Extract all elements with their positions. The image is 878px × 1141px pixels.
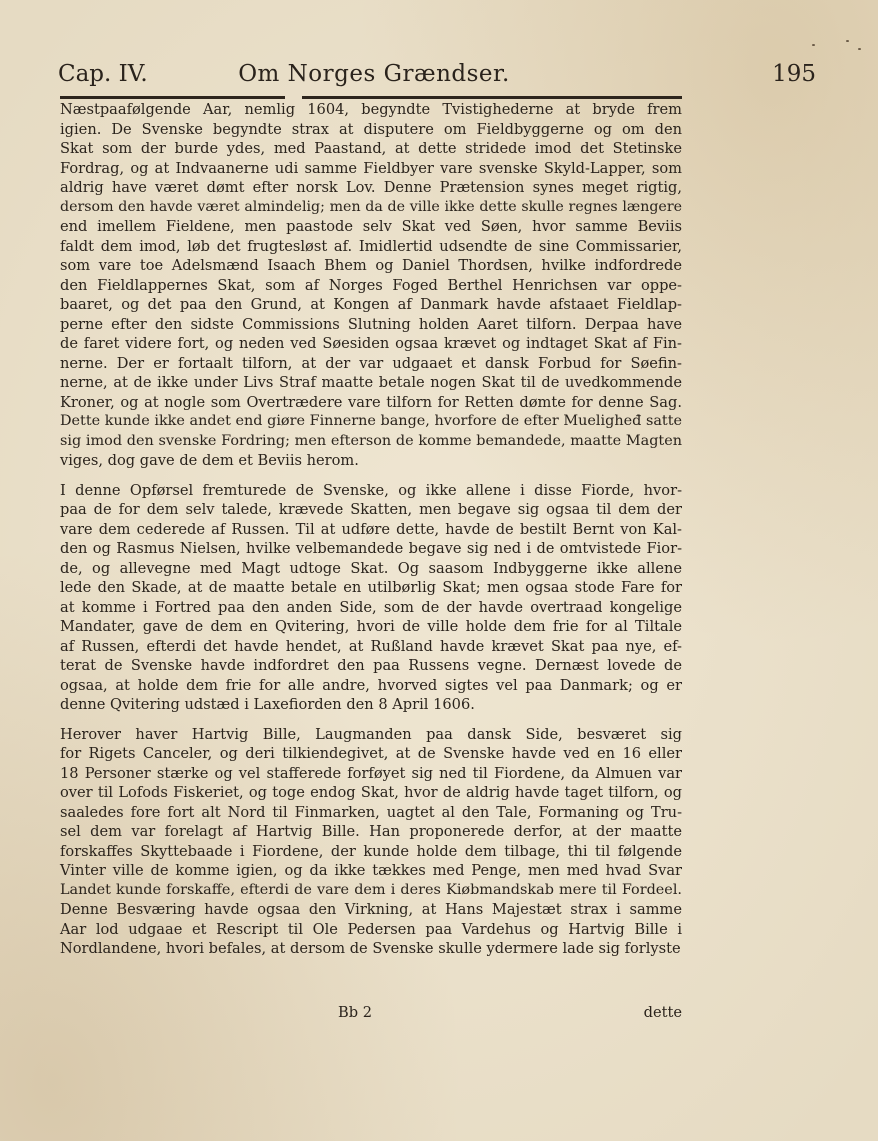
text-line: Vinter ville de komme igien, og da ikke tækkes med Penge, men med hvad Svar [60, 862, 682, 879]
paper-speck [812, 44, 815, 46]
paper-speck [846, 40, 849, 42]
text-line: Herover haver Hartvig Bille, Laugmanden paa dansk Side, besværet sig [60, 725, 682, 743]
catchword: dette [643, 1004, 682, 1021]
text-line: saaledes fore fort alt Nord til Finmarken, uagtet al den Tale, Formaning og Tru- [60, 803, 682, 821]
page-body [60, 100, 682, 959]
text-line: igien. De Svenske begyndte strax at disputere om Fieldbyggerne og om den [60, 120, 682, 138]
text-line: den og Rasmus Nielsen, hvilke velbemandede begave sig ned i de omtvistede Fior- [60, 540, 682, 557]
text-line: faldt dem imod, løb det frugtesløst af. Imidlertid udsendte de sine Commissarier, [60, 237, 682, 255]
text-line: Landet kunde forskaffe, efterdi de vare dem i deres Kiøbmandskab mere til Fordeel. [60, 881, 682, 898]
text-line: viges, dog gave de dem et Beviis herom. [60, 452, 359, 469]
text-line: baaret, og det paa den Grund, at Kongen af Danmark havde afstaaet Fieldlap- [60, 296, 682, 313]
text-line: denne Qvitering udstæd i Laxefiorden den 8 April 1606. [60, 696, 475, 713]
text-line: dersom den havde været almindelig; men da de ville ikke dette skulle regnes længere [60, 198, 682, 215]
text-line: perne efter den sidste Commissions Slutning holden Aaret tilforn. Derpaa have [60, 315, 682, 333]
paragraph [60, 100, 682, 471]
text-line: Kroner, og at nogle som Overtrædere vare tilforn for Retten dømte for denne Sag. [60, 393, 682, 411]
page-number: 195 [772, 61, 816, 87]
paragraph [60, 725, 682, 959]
text-line: aldrig have været dømt efter norsk Lov. Denne Prætension synes meget rigtig, [60, 179, 682, 196]
text-line: Fordrag, og at Indvaanerne udi samme Fieldbyer vare svenske Skyld-Lapper, som [60, 159, 682, 177]
text-line: som vare toe Adelsmænd Isaach Bhem og Daniel Thordsen, hvilke indfordrede [60, 257, 682, 274]
signature-mark: Bb 2 [338, 1004, 372, 1021]
text-line: sel dem var forelagt af Hartvig Bille. Han proponerede derfor, at der maatte [60, 823, 682, 840]
text-line: vare dem cederede af Russen. Til at udføre dette, havde de bestilt Bernt von Kal- [60, 520, 682, 538]
text-line: sig imod den svenske Fordring; men efterson de komme bemandede, maatte Magten [60, 432, 682, 449]
running-header [58, 58, 816, 98]
text-line: den Fieldlappernes Skat, som af Norges Foged Berthel Henrichsen var oppe- [60, 276, 682, 294]
text-line: Aar lod udgaae et Rescript til Ole Pedersen paa Vardehus og Hartvig Bille i [60, 920, 682, 938]
chapter-label: Cap. IV. [58, 61, 148, 87]
text-line: paa de for dem selv talede, krævede Skatten, men begave sig ogsaa til dem der [60, 501, 682, 518]
text-line: over til Lofods Fiskeriet, og toge endog Skat, hvor de aldrig havde taget tilforn, og [60, 784, 682, 801]
running-title: Om Norges Grændser. [238, 61, 510, 87]
text-line: at komme i Fortred paa den anden Side, som de der havde overtraad kongelige [60, 598, 682, 616]
text-line: nerne, at de ikke under Livs Straf maatte betale nogen Skat til de uvedkommende [60, 374, 682, 391]
paragraph [60, 481, 682, 715]
text-line: for Rigets Canceler, og deri tilkiendegivet, at de Svenske havde ved en 16 eller [60, 745, 682, 762]
text-line: Nordlandene, hvori befales, at dersom de Svenske skulle ydermere lade sig forlyste [60, 940, 681, 957]
text-line: Denne Besværing havde ogsaa den Virkning, at Hans Majestæt strax i samme [60, 901, 682, 918]
text-line: I denne Opførsel fremturede de Svenske, og ikke allene i disse Fiorde, hvor- [60, 481, 682, 499]
text-line: 18 Personer stærke og vel stafferede forføyet sig ned til Fiordene, da Almuen var [60, 764, 682, 782]
text-line: lede den Skade, at de maatte betale en utilbørlig Skat; men ogsaa stode Fare for [60, 579, 682, 596]
text-line: de, og allevegne med Magt udtoge Skat. Og saasom Indbyggerne ikke allene [60, 559, 682, 577]
header-rule-right [302, 96, 682, 99]
text-line: ogsaa, at holde dem frie for alle andre, hvorved sigtes vel paa Danmark; og er [60, 676, 682, 694]
text-line: Næstpaafølgende Aar, nemlig 1604, begyndte Tvistighederne at bryde frem [60, 101, 682, 118]
text-line: Dette kunde ikke andet end giøre Finnerne bange, hvorfore de efter Mueligheđ satte [60, 413, 682, 429]
page-footer [60, 1004, 682, 1026]
text-line: end imellem Fieldene, men paastode selv Skat ved Søen, hvor samme Beviis [60, 218, 682, 235]
text-line: nerne. Der er fortaalt tilforn, at der var udgaaet et dansk Forbud for Søefin- [60, 354, 682, 372]
text-line: forskaffes Skyttebaade i Fiordene, der kunde holde dem tilbage, thi til følgende [60, 842, 682, 860]
text-line: Mandater, gave de dem en Qvitering, hvori de ville holde dem frie for al Tiltale [60, 618, 682, 635]
paper-speck [858, 48, 861, 50]
text-line: terat de Svenske havde indfordret den paa Russens vegne. Dernæst lovede de [60, 657, 682, 674]
header-rule-left [60, 96, 285, 99]
text-line: Skat som der burde ydes, med Paastand, at dette stridede imod det Stetinske [60, 140, 682, 157]
text-line: de faret videre fort, og neden ved Søesiden ogsaa krævet og indtaget Skat af Fin- [60, 335, 682, 352]
text-line: af Russen, efterdi det havde hendet, at Rußland havde krævet Skat paa nye, ef- [60, 637, 682, 655]
